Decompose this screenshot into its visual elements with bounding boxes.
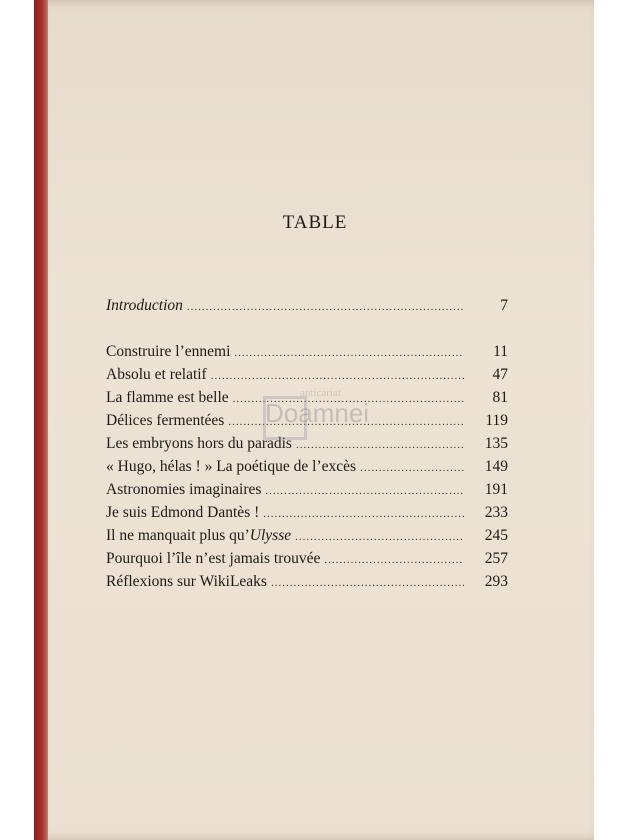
toc-label: Construire l’ennemi <box>106 343 231 360</box>
toc-leader-dots <box>295 531 464 543</box>
toc-label: Délices fermentées <box>106 412 225 429</box>
toc-row <box>106 458 508 481</box>
toc-label: « Hugo, hélas ! » La poétique de l’excès <box>106 458 357 475</box>
toc-page-number: 149 <box>484 458 508 475</box>
toc-label-text: Il ne manquait plus qu’ <box>106 527 250 544</box>
toc-page-number: 257 <box>484 550 508 567</box>
toc-label-italic: Ulysse <box>249 527 292 544</box>
toc-page-number: 81 <box>492 389 508 406</box>
toc-introduction <box>106 297 508 320</box>
toc-leader-dots <box>263 508 464 520</box>
toc-leader-dots <box>234 347 464 359</box>
toc-label: Réflexions sur WikiLeaks <box>106 573 267 590</box>
toc-row <box>106 527 508 550</box>
toc-label: Introduction <box>106 297 183 314</box>
watermark-subtitle: anticariat <box>300 387 341 399</box>
toc-page-number: 47 <box>492 366 508 383</box>
toc-row <box>106 297 508 320</box>
toc-leader-dots <box>187 301 464 313</box>
book-spine <box>34 0 48 840</box>
toc-leader-dots <box>324 554 464 566</box>
toc-page-number: 233 <box>484 504 508 521</box>
toc-row <box>106 343 508 366</box>
toc-page-number: 11 <box>493 343 508 360</box>
toc-page-number: 135 <box>484 435 508 452</box>
toc-page-number: 293 <box>484 573 508 590</box>
toc-row <box>106 435 508 458</box>
toc-label: Je suis Edmond Dantès ! <box>106 504 260 521</box>
toc-leader-dots <box>296 439 464 451</box>
toc-label: La flamme est belle <box>106 389 229 406</box>
imprint-line-1 <box>0 718 630 730</box>
toc-leader-dots <box>271 577 464 589</box>
toc-entries <box>106 343 508 596</box>
toc-row <box>106 550 508 573</box>
toc-row <box>106 504 508 527</box>
toc-row <box>106 481 508 504</box>
toc-leader-dots <box>360 462 464 474</box>
toc-page-number: 191 <box>484 481 508 498</box>
toc-label <box>106 527 291 545</box>
watermark-brand: Doamnei <box>265 398 370 428</box>
toc-row <box>106 366 508 389</box>
toc-page-number: 7 <box>500 297 508 314</box>
toc-page-number: 119 <box>485 412 508 429</box>
toc-label: Les embryons hors du paradis <box>106 435 292 452</box>
page-title: TABLE <box>282 212 348 233</box>
toc-label: Astronomies imaginaires <box>106 481 262 498</box>
toc-leader-dots <box>211 370 464 382</box>
toc-row <box>106 573 508 596</box>
toc-leader-dots <box>265 485 464 497</box>
toc-page-number: 245 <box>484 527 508 544</box>
toc-label: Absolu et relatif <box>106 366 207 383</box>
toc-label: Pourquoi l’île n’est jamais trouvée <box>106 550 321 567</box>
